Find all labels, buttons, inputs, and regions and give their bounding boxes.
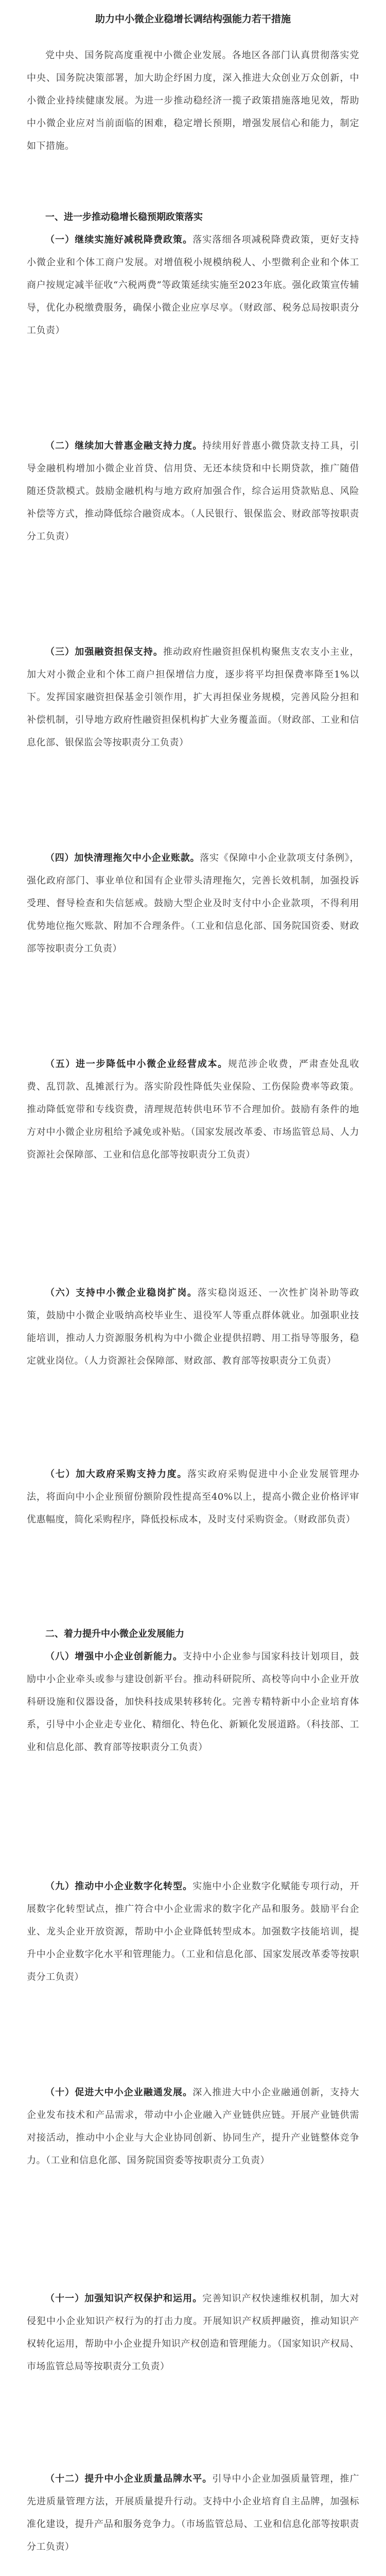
measure-lead-5: （五）进一步降低中小微企业经营成本。 [45,1059,228,1070]
measure-lead-2: （二）继续加大普惠金融支持力度。 [45,440,203,451]
measure-lead-3: （三）加强融资担保支持。 [45,647,163,657]
measure-paragraph-7 [27,1463,359,1531]
measure-paragraph-2 [27,435,359,548]
measure-lead-7: （七）加大政府采购支持力度。 [45,1469,188,1480]
measure-text-11: 完善知识产权快速维权机制，加大对侵犯中小企业知识产权行为的打击力度。开展知识产权质押融资，推动知识产权转化运用，帮助中小企业提升知识产权创造和管理能力。（国家知识产权局、市场监管总局等按职责分工负责） [27,2293,360,2372]
measure-paragraph-12 [27,2468,359,2558]
measure-text-4: 落实《保障中小企业款项支付条例》，强化政府部门、事业单位和国有企业带头清理拖欠，完善长效机制，加强投诉受理、督导检查和失信惩戒。鼓励大型企业及时支付中小企业款项，不得利用优势地位拖欠账款、附加不合理条件。（工业和信息化部、国务院国资委、财政部等按职责分工负责） [27,853,359,954]
measure-paragraph-4 [27,847,359,960]
measure-text-10: 深入推进大中小企业融通创新，支持大企业发布技术和产品需求，带动中小企业融入产业链供应链。开展产业链供需对接活动，推动中小企业与大企业协同创新、协同生产，提升产业链整体竞争力。（工业和信息化部、国务院国资委等按职责分工负责） [27,2087,360,2166]
measure-paragraph-9 [27,1875,359,1989]
measure-text-8: 支持中小企业参与国家科技计划项目，鼓励中小企业牵头或参与建设创新平台。推动科研院所、高校等向中小企业开放科研设施和仪器设备，加快科技成果转移转化。完善专精特新中小企业培育体系，引导中小企业走专业化、精细化、特色化、新颖化发展道路。（科技部、工业和信息化部、教育部等按职责分工负责） [27,1651,360,1753]
measure-text-1: 落实落细各项减税降费政策，更好支持小微企业和个体工商户发展。对增值税小规模纳税人、小型微利企业和个体工商户按规定减半征收“六税两费”等政策延续实施至2023年底。强化政策宣传辅导，优化办税缴费服务，确保小微企业应享尽享。（财政部、税务总局按职责分工负责） [27,234,360,336]
measure-paragraph-6 [27,1282,359,1372]
measure-paragraph-11 [27,2287,359,2378]
measure-paragraph-10 [27,2081,359,2172]
section-heading-1: 一、进一步推动稳增长稳预期政策落实 [45,212,203,223]
intro-paragraph: 党中央、国务院高度重视中小微企业发展。各地区各部门认真贯彻落实党中央、国务院决策部署，加大助企纾困力度，深入推进大众创业万众创新，中小微企业持续健康发展。为进一步推动稳经济一揽子政策措施落地见效，帮助中小微企业应对当前面临的困难，稳定增长预期，增强发展信心和能力，制定如下措施。 [27,50,359,151]
measure-paragraph-8 [27,1646,359,1759]
section-heading-2: 二、着力提升中小微企业发展能力 [45,1629,184,1639]
measure-paragraph-3 [27,641,359,754]
measure-lead-9: （九）推动中小企业数字化转型。 [45,1881,193,1892]
measure-paragraph-1 [27,229,359,342]
measure-text-12: 引导中小企业加强质量管理，推广先进质量管理方法，开展质量提升行动。支持中小企业培育自主品牌，加强标准化建设，提升产品和服务竞争力。（市场监管总局、工业和信息化部等按职责分工负责） [27,2473,360,2552]
measure-text-6: 落实稳岗返还、一次性扩岗补助等政策，鼓励中小微企业吸纳高校毕业生、退役军人等重点群体就业。加强职业技能培训，推动人力资源服务机构为中小微企业提供招聘、用工指导等服务，稳定就业岗位。（人力资源社会保障部、财政部、教育部等按职责分工负责） [27,1287,359,1366]
measure-lead-11: （十一）加强知识产权保护和运用。 [45,2293,203,2304]
document-title: 助力中小微企业稳增长调结构强能力若干措施 [95,13,291,25]
measure-text-2: 持续用好普惠小微贷款支持工具，引导金融机构增加小微企业首贷、信用贷、无还本续贷和中长期贷款，推广随借随还贷款模式。鼓励金融机构与地方政府加强合作，综合运用贷款贴息、风险补偿等方式，推动降低综合融资成本。（人民银行、银保监会、财政部等按职责分工负责） [27,440,360,542]
measure-lead-12: （十二）提升中小企业质量品牌水平。 [45,2473,213,2484]
measure-text-3: 推动政府性融资担保机构聚焦支农支小主业，加大对小微企业和个体工商户担保增信力度，逐步将平均担保费率降至1%以下。发挥国家融资担保基金引领作用，扩大再担保业务规模，完善风险分担和补偿机制，引导地方政府性融资担保机构扩大业务覆盖面。（财政部、工业和信息化部、银保监会等按职责分工负责） [27,647,359,748]
measure-lead-4: （四）加快清理拖欠中小企业账款。 [45,853,200,863]
measure-text-5: 规范涉企收费，严肃查处乱收费、乱罚款、乱摊派行为。落实阶段性降低失业保险、工伤保险费率等政策。推动降低宽带和专线资费，清理规范转供电环节不合理加价。鼓励有条件的地方对中小微企业房租给予减免或补贴。（国家发展改革委、市场监管总局、人力资源社会保障部、工业和信息化部等按职责分工负责） [27,1059,360,1160]
measure-text-9: 实施中小企业数字化赋能专项行动，开展数字化转型试点，推广符合中小企业需求的数字化产品和服务。鼓励平台企业、龙头企业开放资源，帮助中小企业降低转型成本。加强数字技能培训，提升中小企业数字化水平和管理能力。（工业和信息化部、国家发展改革委等按职责分工负责） [27,1881,360,1982]
measure-text-7: 落实政府采购促进中小企业发展管理办法，将面向中小企业预留份额阶段性提高至40%以上，提高小微企业价格评审优惠幅度，简化采购程序，降低投标成本，及时支付采购资金。（财政部负责） [27,1469,360,1525]
measure-paragraph-5 [27,1053,359,1166]
measure-lead-10: （十）促进大中小企业融通发展。 [45,2087,193,2098]
measure-lead-1: （一）继续实施好减税降费政策。 [45,234,193,245]
measure-lead-8: （八）增强中小企业创新能力。 [45,1651,183,1662]
measure-lead-6: （六）支持中小微企业稳岗扩岗。 [45,1287,198,1298]
